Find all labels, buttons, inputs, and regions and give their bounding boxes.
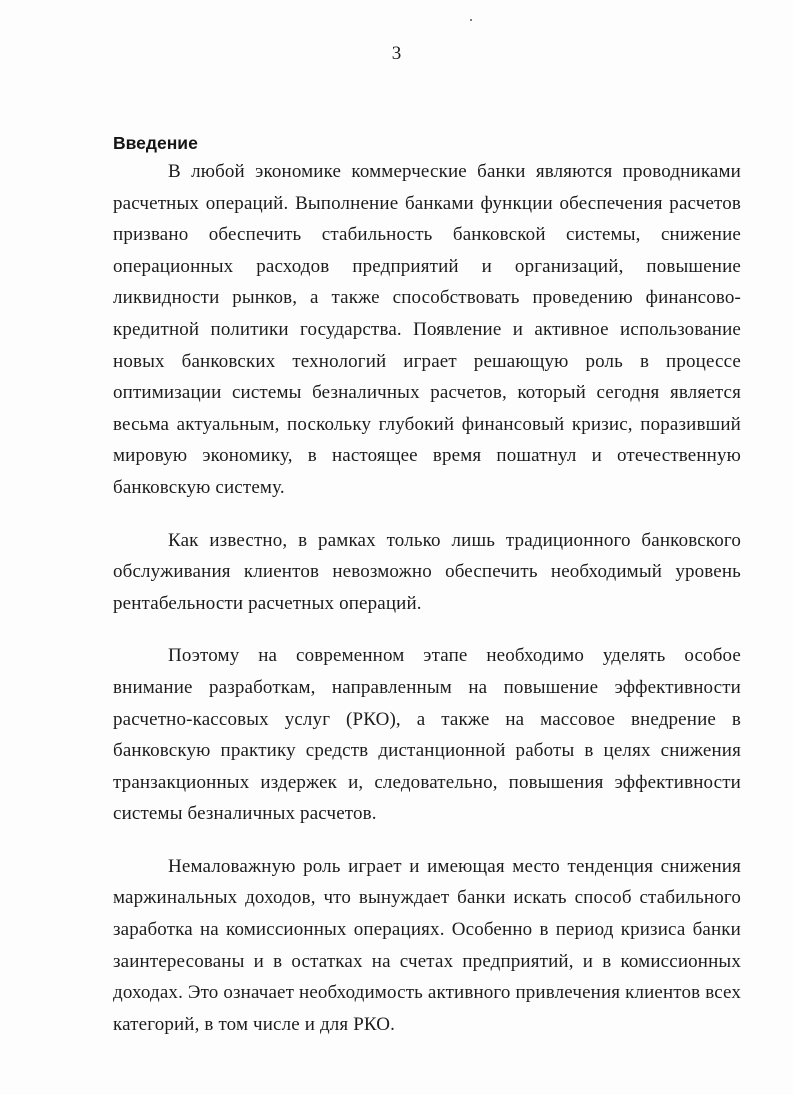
paragraph-2: Как известно, в рамках только лишь традиционного банковского обслуживания клиентов невозможно обеспечить необходимый уровень рентабельности расчетных операций. <box>113 529 741 614</box>
paragraph-1: В любой экономике коммерческие банки являются проводниками расчетных операций. Выполнение банками функции обеспечения расчетов призвано обеспечить стабильность банковской системы, снижение операционных расходов предприятий и организаций, повышение ликвидности рынков, а также способствовать проведению финансово-кредитной политики государства. Появление и активное использование новых банковских технологий играет решающую роль в процессе оптимизации системы безналичных расчетов, который сегодня является весьма актуальным, поскольку глубокий финансовый кризис, поразивший мировую экономику, в настоящее время пошатнул и отечественную банковскую систему. <box>113 161 741 498</box>
scan-speck <box>470 19 472 21</box>
paragraph-4: Немаловажную роль играет и имеющая место тенденция снижения маржинальных доходов, что вынуждает банки искать способ стабильного заработка на комиссионных операциях. Особенно в период кризиса банки заинтересованы и в остатках на счетах предприятий, и в комиссионных доходах. Это означает необходимость активного привлечения клиентов всех категорий, в том числе и для РКО. <box>113 855 741 1035</box>
section-heading: Введение <box>113 133 198 153</box>
paragraph-3: Поэтому на современном этапе необходимо уделять особое внимание разработкам, направленным на повышение эффективности расчетно-кассовых услуг (РКО), а также на массовое внедрение в банковскую практику средств дистанционной работы в целях снижения транзакционных издержек и, следовательно, повышения эффективности системы безналичных расчетов. <box>113 645 741 825</box>
page-number: 3 <box>391 43 402 64</box>
document-body <box>113 131 741 1040</box>
